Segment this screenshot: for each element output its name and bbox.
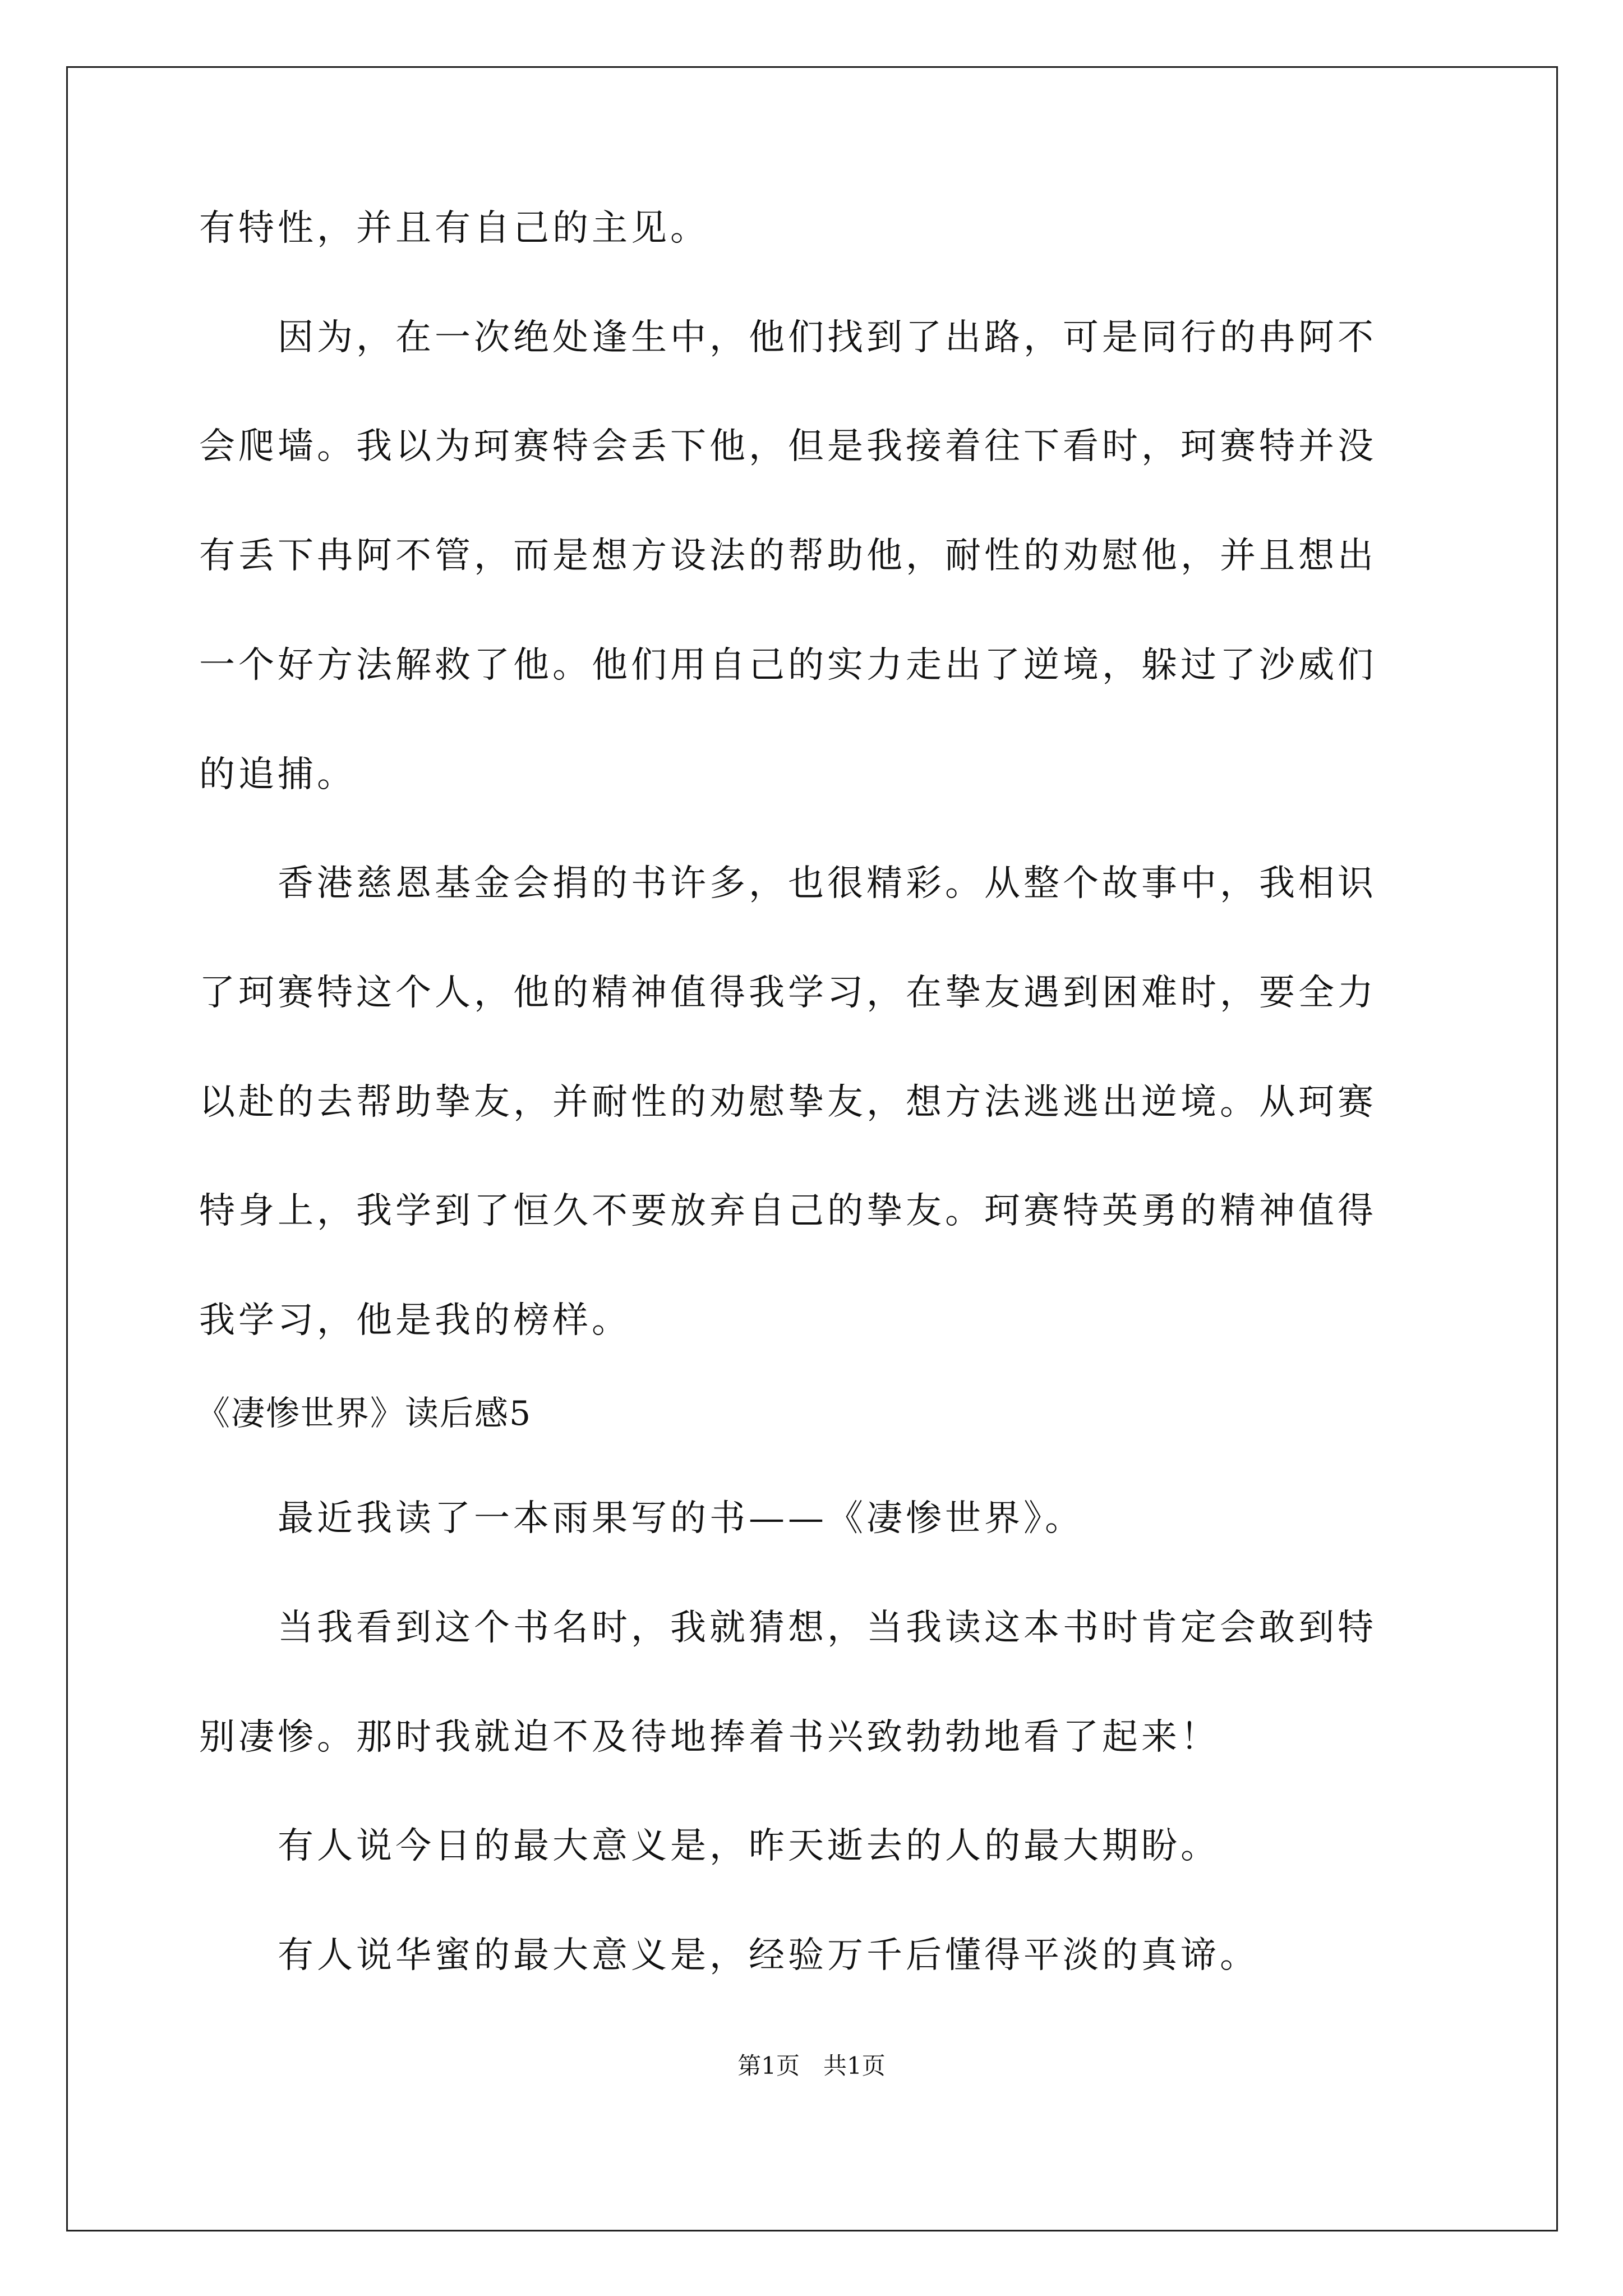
- text-line: 当我看到这个书名时，我就猜想，当我读这本书时肯定会敢到特: [199, 1607, 1377, 1649]
- text-line: 的追捕。: [199, 754, 356, 795]
- page-border: [66, 66, 1558, 2231]
- text-line: 因为，在一次绝处逢生中，他们找到了出路，可是同行的冉阿不: [199, 317, 1377, 358]
- text-line: 以赴的去帮助挚友，并耐性的劝慰挚友，想方法逃逃出逆境。从珂赛: [199, 1082, 1377, 1123]
- text-line: 了珂赛特这个人，他的精神值得我学习，在挚友遇到困难时，要全力: [199, 972, 1377, 1014]
- text-line: 有丢下冉阿不管，而是想方设法的帮助他，耐性的劝慰他，并且想出: [199, 535, 1377, 577]
- section-heading: 《凄惨世界》读后感5: [196, 1394, 532, 1433]
- text-line: 有人说今日的最大意义是，昨天逝去的人的最大期盼。: [199, 1825, 1220, 1867]
- text-line: 香港慈恩基金会捐的书许多，也很精彩。从整个故事中，我相识: [199, 863, 1377, 904]
- text-line: 一个好方法解救了他。他们用自己的实力走出了逆境，躲过了沙威们: [199, 645, 1377, 686]
- text-line: 会爬墙。我以为珂赛特会丢下他，但是我接着往下看时，珂赛特并没: [199, 426, 1377, 467]
- text-line: 有特性，并且有自己的主见。: [199, 208, 709, 249]
- page-number-footer: 第1页 共1页: [737, 2052, 886, 2079]
- text-line: 特身上，我学到了恒久不要放弃自己的挚友。珂赛特英勇的精神值得: [199, 1190, 1377, 1232]
- text-line: 我学习，他是我的榜样。: [199, 1300, 631, 1341]
- text-line: 别凄惨。那时我就迫不及待地捧着书兴致勃勃地看了起来！: [199, 1717, 1220, 1758]
- text-line: 有人说华蜜的最大意义是，经验万千后懂得平淡的真谛。: [199, 1935, 1259, 1976]
- text-line: 最近我读了一本雨果写的书——《凄惨世界》。: [199, 1498, 1084, 1539]
